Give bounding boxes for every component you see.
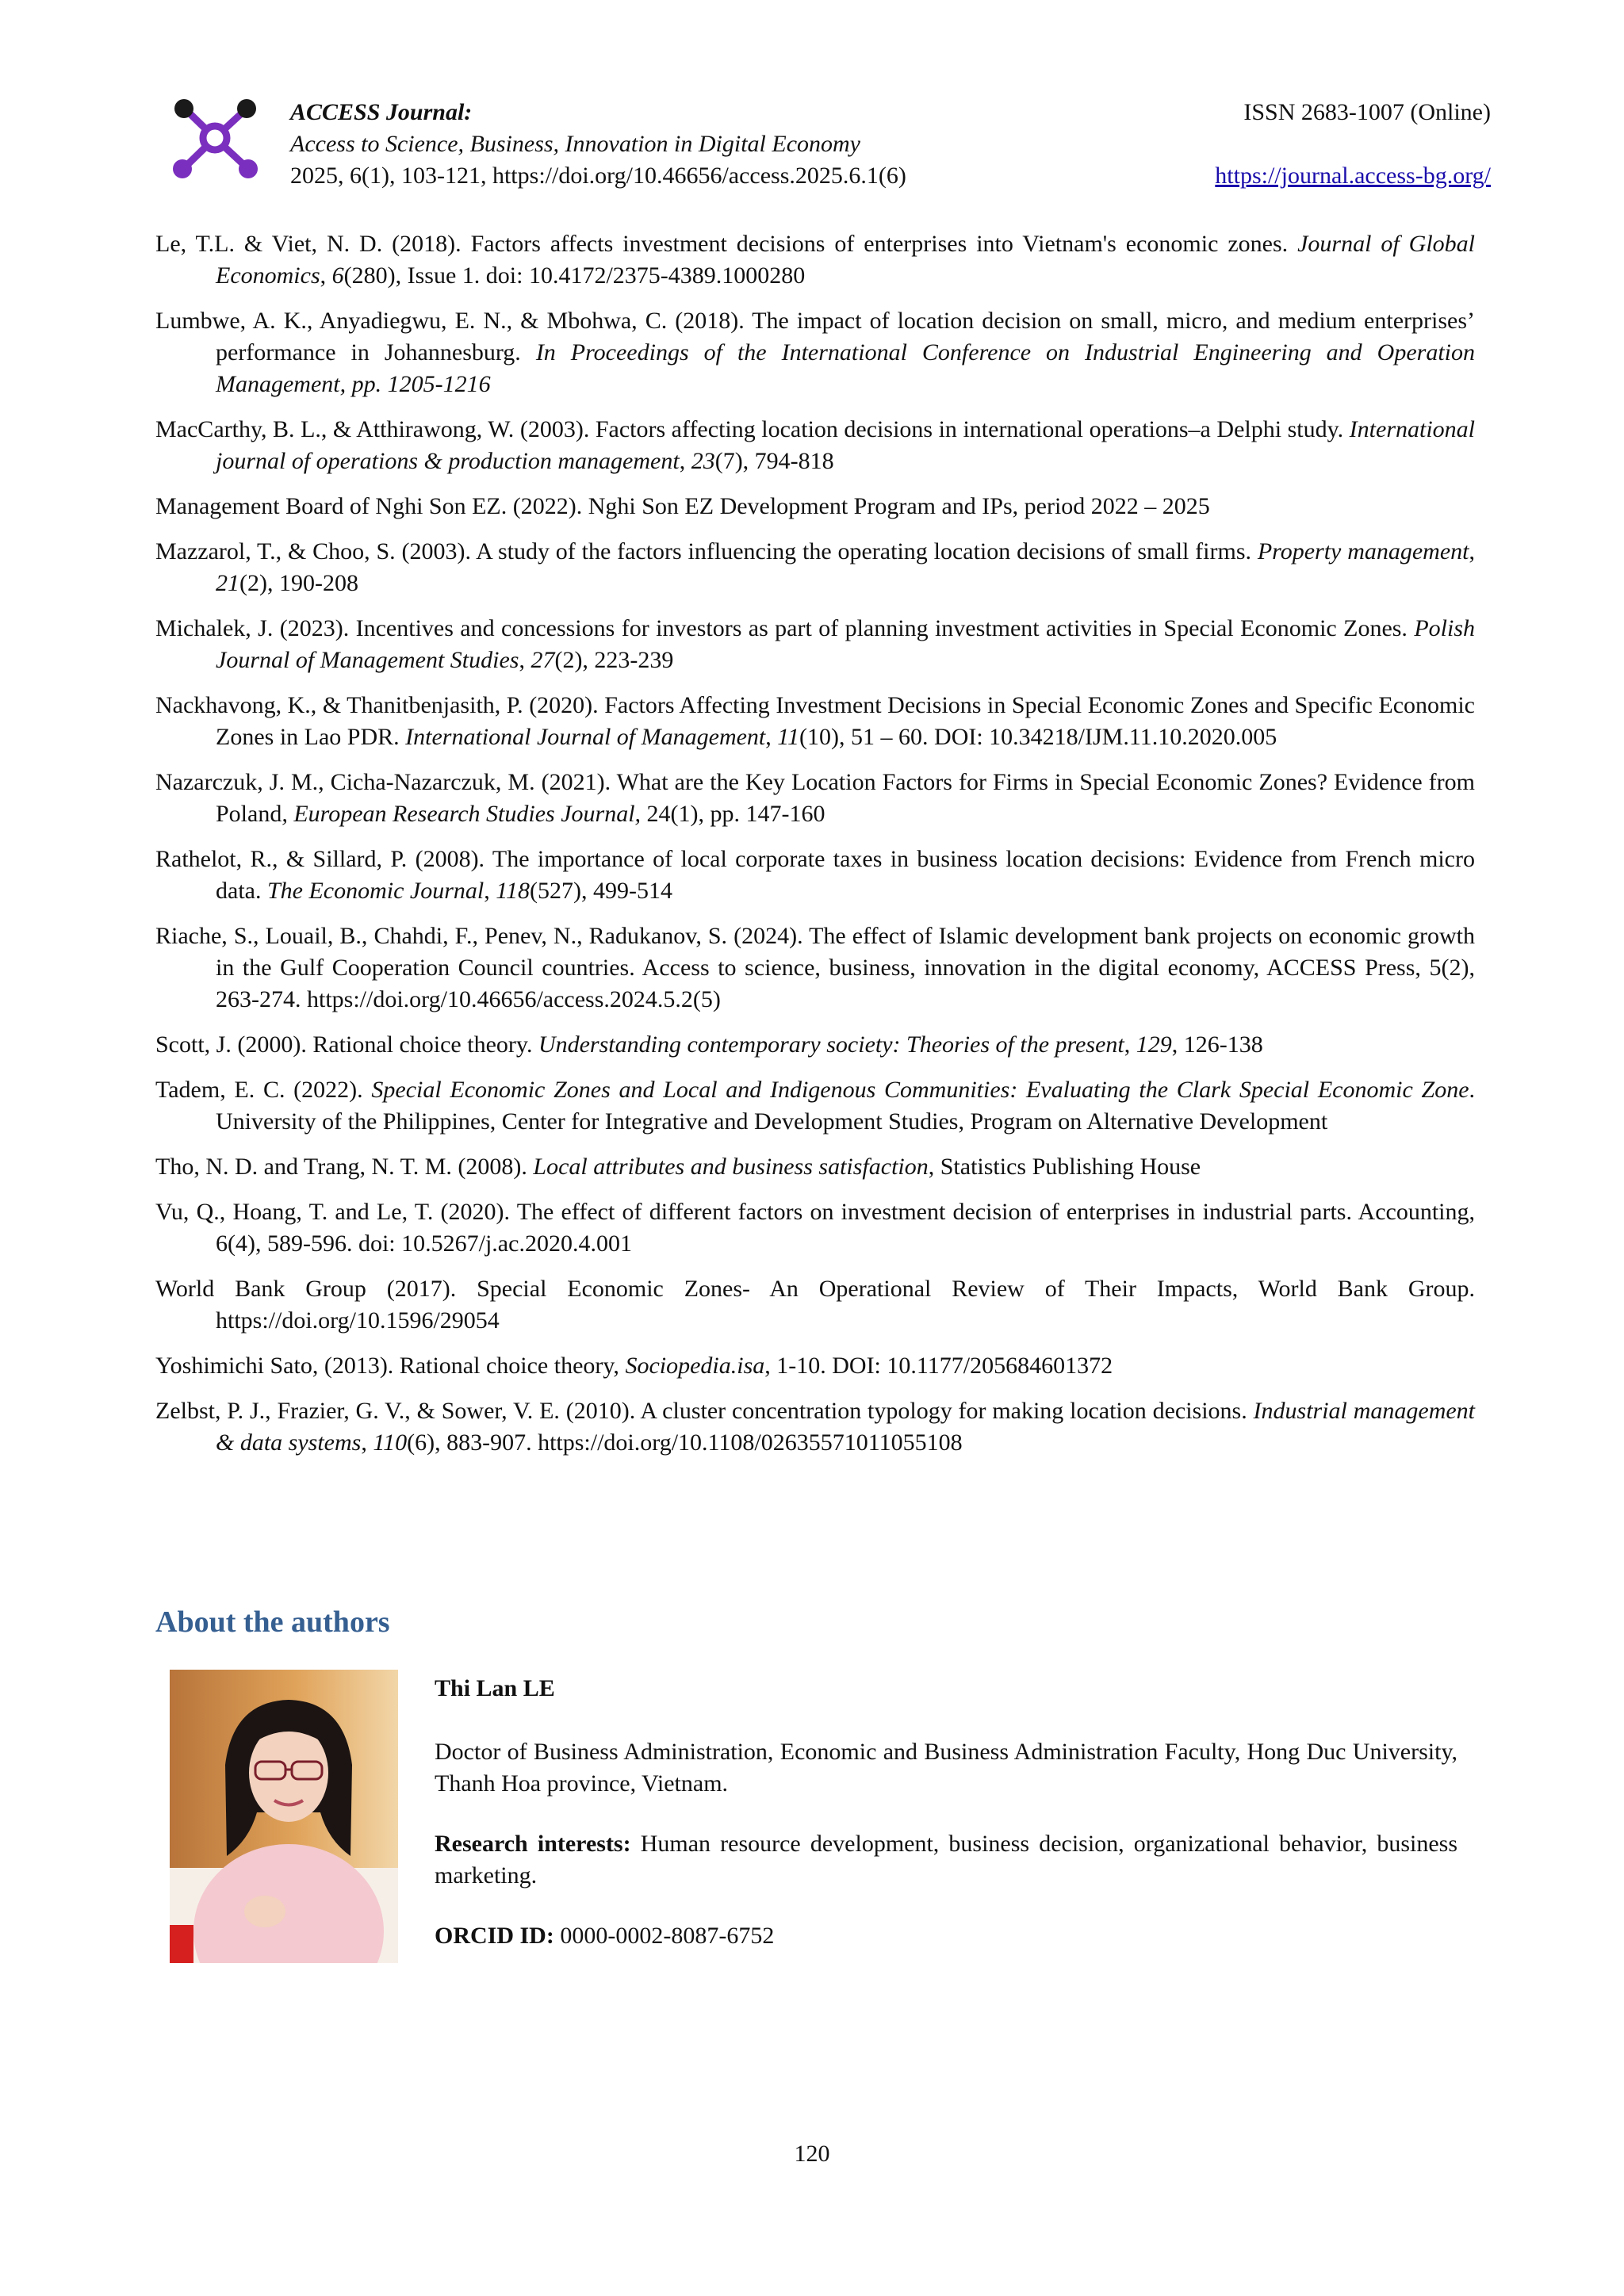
reference-entry	[155, 920, 1475, 1016]
reference-text: ,	[484, 878, 496, 904]
reference-text: Tho, N. D. and Trang, N. T. M. (2008).	[155, 1154, 534, 1180]
reference-text: Rathelot, R., & Sillard, P. (2008). The importance of local corporate taxes in business location decisions: Evidence from French micro data.	[155, 846, 1475, 904]
reference-italic-text: 27	[530, 647, 555, 673]
page-number: 120	[794, 2141, 830, 2167]
research-interests-label: Research interests:	[435, 1831, 631, 1857]
reference-italic-text: International Journal of Management	[405, 724, 766, 750]
orcid-value: 0000-0002-8087-6752	[553, 1923, 775, 1949]
reference-italic-text: , European Research Studies Journal,	[282, 801, 642, 827]
reference-text: Zelbst, P. J., Frazier, G. V., & Sower, V. E. (2010). A cluster concentration typology for making location decisions.	[155, 1398, 1254, 1424]
reference-text: World Bank Group (2017). Special Economic Zones- An Operational Review of Their Impacts, World Bank Group. https://doi.org/10.1596/29054	[155, 1276, 1475, 1334]
reference-text: ,	[361, 1429, 373, 1456]
journal-header-right	[1215, 97, 1491, 192]
reference-entry	[155, 1273, 1475, 1337]
reference-italic-text: 118	[496, 878, 530, 904]
reference-entry	[155, 228, 1475, 292]
reference-entry	[155, 844, 1475, 907]
reference-italic-text: International journal of operations & production management	[216, 416, 1475, 474]
reference-italic-text: 23	[691, 448, 715, 474]
reference-text: (2), 223-239	[554, 647, 674, 673]
reference-entry	[155, 1196, 1475, 1260]
author-research-interests	[435, 1828, 1457, 1892]
reference-entry	[155, 613, 1475, 676]
reference-text: Nazarczuk, J. M., Cicha-Nazarczuk, M. (2021). What are the Key Location Factors for Firms in Special Economic Zones? Evidence from Poland	[155, 769, 1475, 827]
orcid-label: ORCID ID:	[435, 1923, 554, 1949]
reference-text: Riache, S., Louail, B., Chahdi, F., Penev, N., Radukanov, S. (2024). The effect of Islamic development bank projects on economic growth in the Gulf Cooperation Council countries. Access to science, business, innovation in the digital economy, ACCESS Press, 5(2), 263-274. https://doi.org/10.46656/access.2024.5.2(5)	[155, 923, 1475, 1012]
reference-italic-text: Sociopedia.isa	[625, 1353, 765, 1379]
reference-text: ,	[765, 724, 778, 750]
reference-text: Nackhavong, K., & Thanitbenjasith, P. (2020). Factors Affecting Investment Decisions in Special Economic Zones and Specific Economic Zones in Lao PDR.	[155, 692, 1475, 750]
reference-text: Scott, J. (2000). Rational choice theory.	[155, 1031, 538, 1058]
reference-text: (7), 794-818	[714, 448, 834, 474]
reference-italic-text: 129	[1136, 1031, 1172, 1058]
reference-italic-text: 110	[373, 1429, 408, 1456]
reference-italic-text: 11	[777, 724, 800, 750]
reference-list	[155, 228, 1475, 1472]
reference-text: (2), 190-208	[239, 570, 358, 596]
reference-entry	[155, 1395, 1475, 1459]
reference-text: Michalek, J. (2023). Incentives and concessions for investors as part of planning investment activities in Special Economic Zones.	[155, 615, 1415, 641]
reference-italic-text: 21	[216, 570, 239, 596]
reference-entry	[155, 767, 1475, 830]
reference-italic-text: Local attributes and business satisfaction	[533, 1154, 929, 1180]
research-interests-text: Human resource development, business decision, organizational behavior, business marketing.	[435, 1831, 1457, 1888]
reference-text: Vu, Q., Hoang, T. and Le, T. (2020). The effect of different factors on investment decision of enterprises in industrial parts. Accounting, 6(4), 589-596. doi: 10.5267/j.ac.2020.4.001	[155, 1199, 1475, 1257]
journal-url-link[interactable]: https://journal.access-bg.org/	[1215, 163, 1491, 189]
reference-text: (527), 499-514	[530, 878, 673, 904]
reference-text: ,	[519, 647, 531, 673]
reference-text: ,	[320, 262, 332, 289]
reference-italic-text: Polish Journal of Management Studies	[216, 615, 1475, 673]
author-description: Doctor of Business Administration, Economic and Business Administration Faculty, Hong Duc University, Thanh Hoa province, Vietnam.	[435, 1739, 1457, 1797]
reference-italic-text: Special Economic Zones and Local and Indigenous Communities: Evaluating the Clark Special Economic Zone	[371, 1077, 1469, 1103]
reference-entry	[155, 690, 1475, 753]
reference-text: (6), 883-907. https://doi.org/10.1108/02635571011055108	[407, 1429, 963, 1456]
reference-text: . University of the Philippines, Center for Integrative and Development Studies, Program on Alternative Development	[216, 1077, 1476, 1135]
author-orcid	[435, 1920, 1457, 1952]
journal-subtitle: Access to Science, Business, Innovation in Digital Economy	[290, 131, 860, 157]
author-name: Thi Lan LE	[435, 1675, 555, 1701]
reference-entry	[155, 1029, 1475, 1061]
reference-entry	[155, 414, 1475, 477]
reference-text: ,	[1124, 1031, 1136, 1058]
reference-text: , Statistics Publishing House	[928, 1154, 1201, 1180]
reference-text: (280), Issue 1. doi: 10.4172/2375-4389.1000280	[343, 262, 806, 289]
reference-text: Lumbwe, A. K., Anyadiegwu, E. N., & Mbohwa, C. (2018). The impact of location decision on small, micro, and medium enterprises’ performance in Johannesburg.	[155, 308, 1475, 365]
reference-text: Le, T.L. & Viet, N. D. (2018). Factors affects investment decisions of enterprises into Vietnam's economic zones.	[155, 231, 1298, 257]
reference-text: , 126-138	[1171, 1031, 1263, 1058]
reference-italic-text: Journal of Global Economics	[216, 231, 1475, 289]
reference-text: ,	[679, 448, 691, 474]
reference-italic-text: The Economic Journal	[266, 878, 485, 904]
reference-entry	[155, 1350, 1475, 1382]
reference-italic-text: Understanding contemporary society: Theories of the present	[538, 1031, 1124, 1058]
reference-entry	[155, 1074, 1475, 1138]
reference-text: MacCarthy, B. L., & Atthirawong, W. (2003). Factors affecting location decisions in international operations–a Delphi study.	[155, 416, 1350, 442]
reference-text: Management Board of Nghi Son EZ. (2022). Nghi Son EZ Development Program and IPs, period 2022 – 2025	[155, 493, 1210, 519]
reference-italic-text: In Proceedings of the International Conference on Industrial Engineering and Operation Management, pp. 1205-1216	[216, 339, 1475, 397]
reference-text: ,	[1469, 538, 1475, 564]
reference-entry	[155, 491, 1475, 522]
author-bio	[435, 1673, 1457, 1980]
reference-text: Mazzarol, T., & Choo, S. (2003). A study of the factors influencing the operating location decisions of small firms.	[155, 538, 1258, 564]
reference-text: , 1-10. DOI: 10.1177/205684601372	[764, 1353, 1113, 1379]
journal-citation: 2025, 6(1), 103-121, https://doi.org/10.46656/access.2025.6.1(6)	[290, 163, 906, 189]
issn: ISSN 2683-1007 (Online)	[1243, 99, 1491, 125]
about-authors-heading: About the authors	[155, 1605, 390, 1639]
reference-italic-text: Property management	[1257, 538, 1469, 564]
reference-entry	[155, 536, 1475, 599]
reference-text: (10), 51 – 60. DOI: 10.34218/IJM.11.10.2020.005	[799, 724, 1277, 750]
reference-italic-text: 6	[331, 262, 344, 289]
reference-text: Yoshimichi Sato, (2013). Rational choice theory,	[155, 1353, 626, 1379]
journal-title: ACCESS Journal:	[290, 99, 473, 125]
journal-logo-icon	[170, 97, 260, 179]
reference-italic-text: Industrial management & data systems	[216, 1398, 1476, 1456]
reference-entry	[155, 1151, 1475, 1183]
reference-entry	[155, 305, 1475, 400]
author-photo	[170, 1670, 398, 1963]
reference-text: 24(1), pp. 147-160	[641, 801, 825, 827]
reference-text: Tadem, E. C. (2022).	[155, 1077, 372, 1103]
journal-header	[290, 97, 906, 192]
